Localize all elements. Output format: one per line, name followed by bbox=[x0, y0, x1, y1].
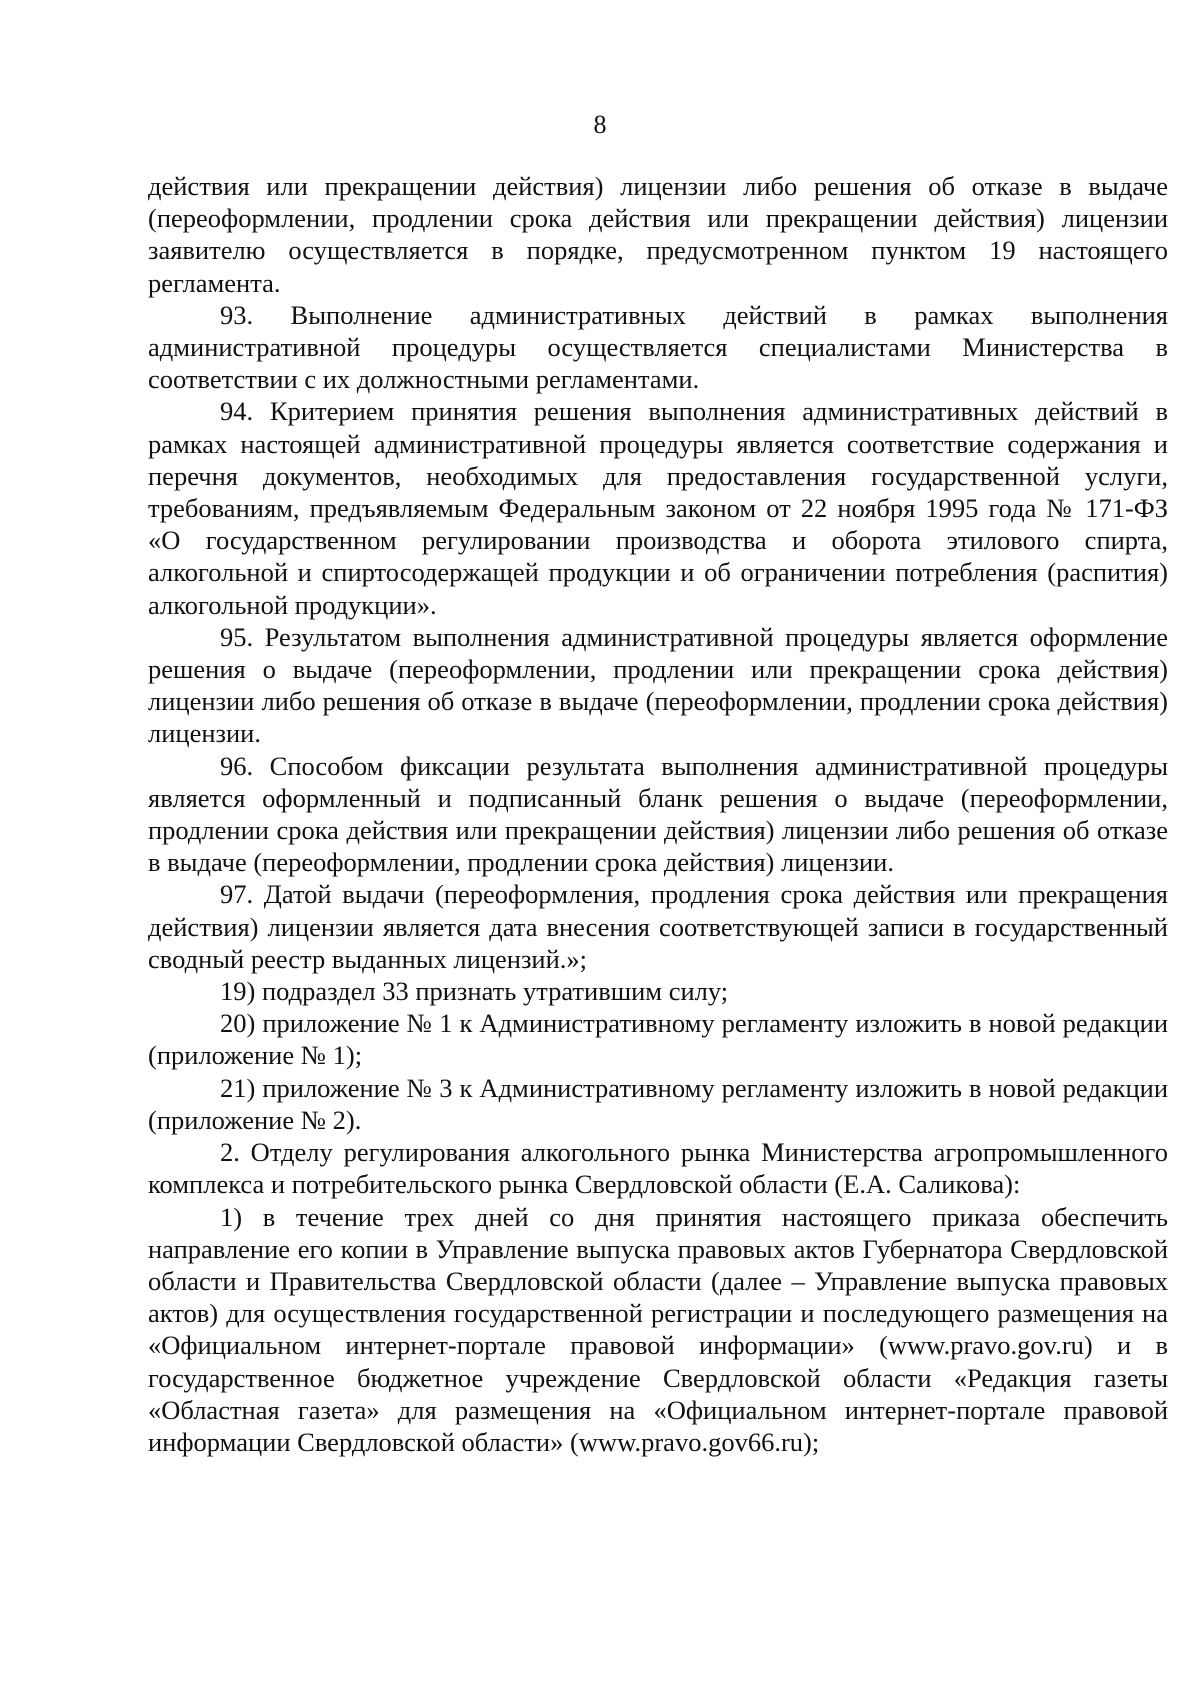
paragraph-95: 95. Результатом выполнения административной процедуры является оформление решения о выдаче (переоформлении, продлении или прекращении срока действия) лицензии либо решения об отказе в выдаче (переоформлении, продлении срока действия) лицензии. bbox=[148, 621, 1168, 749]
item-20: 20) приложение № 1 к Административному регламенту изложить в новой редакции (приложение № 1); bbox=[148, 1008, 1168, 1071]
paragraph-96: 96. Способом фиксации результата выполнения административной процедуры является оформленный и подписанный бланк решения о выдаче (переоформлении, продлении срока действия или прекращении действия) лицензии либо решения об отказе в выдаче (переоформлении, продлении срока действия) лицензии. bbox=[148, 750, 1168, 878]
section-2-intro: 2. Отделу регулирования алкогольного рынка Министерства агропромышленного комплекса и потребительского рынка Свердловской области (Е.А. Саликова): bbox=[148, 1137, 1168, 1200]
item-21: 21) приложение № 3 к Административному регламенту изложить в новой редакции (приложение № 2). bbox=[148, 1072, 1168, 1135]
item-19: 19) подраздел 33 признать утратившим силу; bbox=[220, 976, 729, 1007]
document-body bbox=[148, 170, 1168, 1458]
paragraph-97: 97. Датой выдачи (переоформления, продления срока действия или прекращения действия) лицензии является дата внесения соответствующей записи в государственный сводный реестр выданных лицензий.»; bbox=[148, 879, 1168, 974]
paragraph-94: 94. Критерием принятия решения выполнения административных действий в рамках настоящей административной процедуры является соответствие содержания и перечня документов, необходимых для предоставления государственной услуги, требованиям, предъявляемым Федеральным законом от 22 ноября 1995 года № 171-ФЗ «О государственном регулировании производства и оборота этилового спирта, алкогольной и спиртосодержащей продукции и об ограничении потребления (распития) алкогольной продукции». bbox=[148, 396, 1168, 620]
section-2-item-1: 1) в течение трех дней со дня принятия настоящего приказа обеспечить направление его копии в Управление выпуска правовых актов Губернатора Свердловской области и Правительства Свердловской области (далее – Управление выпуска правовых актов) для осуществления государственной регистрации и последующего размещения на «Официальном интернет-портале правовой информации» (www.pravo.gov.ru) и в государственное бюджетное учреждение Свердловской области «Редакция газеты «Областная газета» для размещения на «Официальном интернет-портале правовой информации Свердловской области» (www.pravo.gov66.ru); bbox=[148, 1201, 1168, 1457]
paragraph-93: 93. Выполнение административных действий в рамках выполнения административной процедуры осуществляется специалистами Министерства в соответствии с их должностными регламентами. bbox=[148, 299, 1168, 395]
paragraph-continuation: действия или прекращении действия) лицензии либо решения об отказе в выдаче (переоформлении, продлении срока действия или прекращении действия) лицензии заявителю осуществляется в порядке, предусмотренном пунктом 19 настоящего регламента. bbox=[148, 171, 1168, 298]
page-number: 8 bbox=[593, 110, 607, 139]
